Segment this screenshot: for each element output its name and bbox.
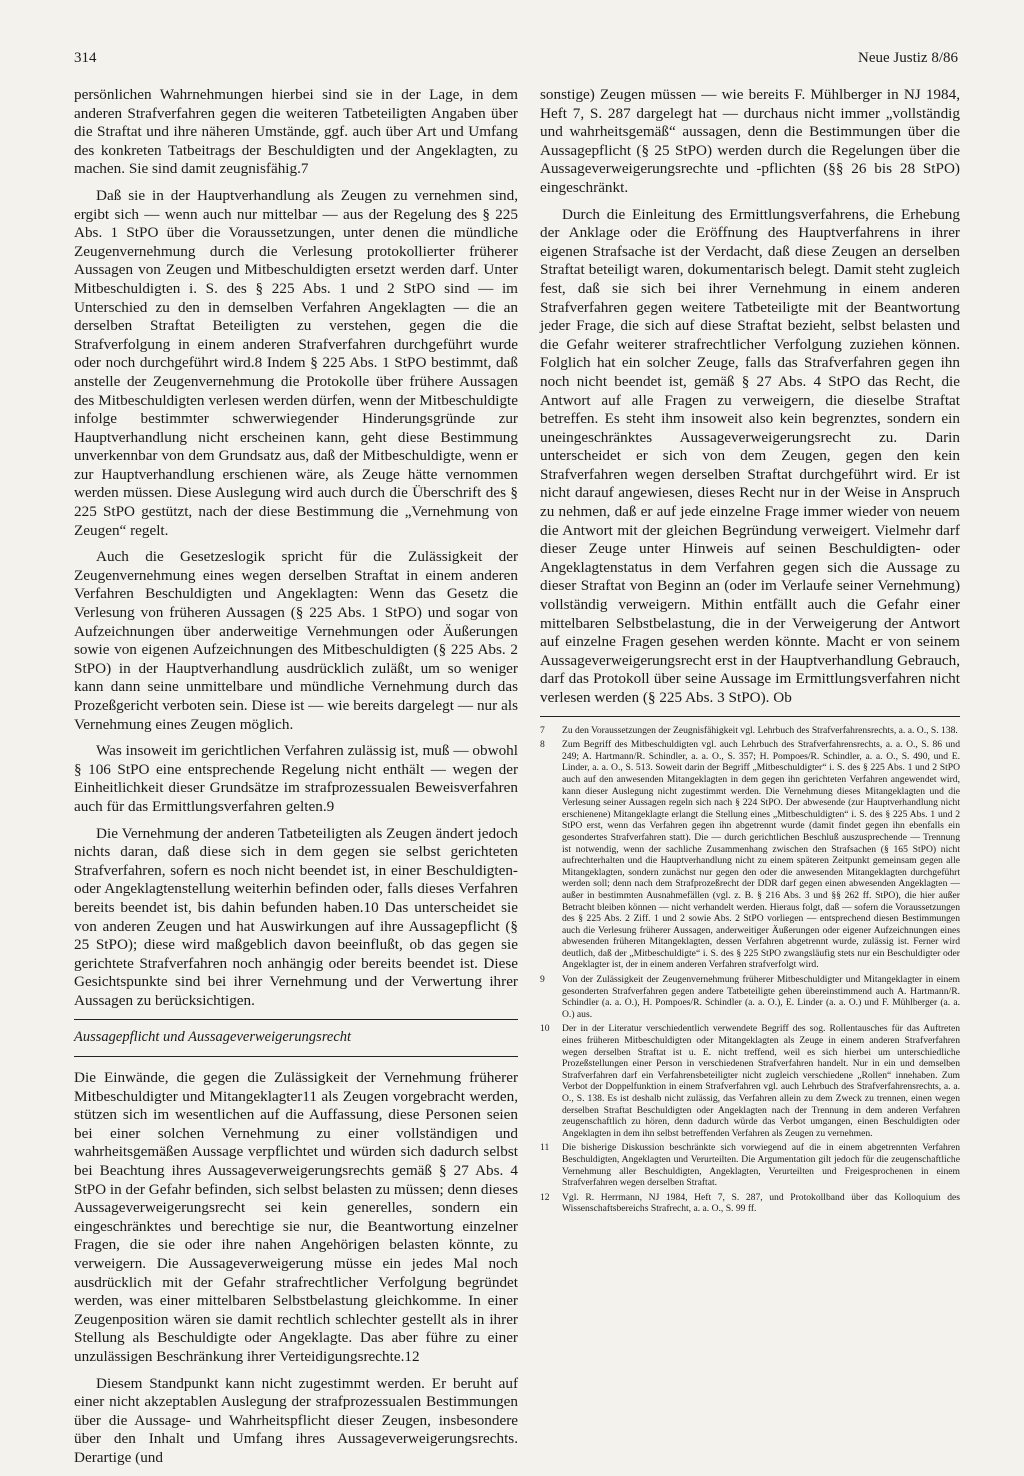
left-column (74, 86, 518, 1476)
body-paragraph: Die Einwände, die gegen die Zulässigkeit der Vernehmung früherer Mitbeschuldigter und Mitangeklagter11 als Zeugen vorgebracht werden, stützen sich im wesentlichen auf die Auffassung, diese Personen seien bei einer solchen Vernehmung zu einer vollständigen und wahrheitsgemäßen Aussage verpflichtet und würden sich dadurch selbst bei Beachtung ihres Aussageverweigerungsrechts gemäß § 27 Abs. 4 StPO in der Gefahr befinden, sich selbst belasten zu müssen; denn dieses Aussageverweigerungsrecht sei kein generelles, sondern ein eingeschränktes und berechtige sie nur, die Beantwortung einzelner Fragen, die sie oder ihre nahen Angehörigen belasten könnte, zu verweigern. Die Aussageverweigerung müsse ein jedes Mal noch ausdrücklich mit der Gefahr strafrechtlicher Verfolgung begründet werden, was einer mittelbaren Selbstbelastung gleichkomme. In einer Zeugenposition wären sie damit rechtlich schlechter gestellt als in ihrer Stellung als Beschuldigte oder Angeklagte. Das aber führe zu einer unzulässigen Beschränkung ihrer Verteidigungsrechte.12 (74, 1069, 518, 1365)
body-paragraph: sonstige) Zeugen müssen — wie bereits F. Mühlberger in NJ 1984, Heft 7, S. 287 dargelegt hat — durchaus nicht immer „vollständig und wahrheitsgemäß“ aussagen, denn die Bestimmungen über die Aussagepflicht (§ 25 StPO) werden durch die Regelungen über die Aussageverweigerungsrechte und -pflichten (§§ 26 bis 28 StPO) eingeschränkt. (540, 86, 960, 196)
section-divider (74, 1056, 518, 1057)
footnote (540, 725, 960, 737)
body-paragraph: Was insoweit im gerichtlichen Verfahren zulässig ist, muß — obwohl § 106 StPO eine entsprechende Regelung nicht enthält — wegen der Einheitlichkeit dieser Grundsätze im strafprozessualen Beweisverfahren auch für das Ermittlungsverfahren gelten.9 (74, 742, 518, 815)
journal-title: Neue Justiz 8/86 (858, 50, 958, 66)
page-header (74, 50, 958, 70)
body-paragraph: Auch die Gesetzeslogik spricht für die Zulässigkeit der Zeugenvernehmung eines wegen derselben Straftat in einem anderen Verfahren Beschuldigten und Angeklagten: Wenn das Gesetz die Verlesung von früheren Aussagen (§ 225 Abs. 1 StPO) und sogar von Aufzeichnungen über anderweitige Vernehmungen oder Äußerungen sowie von eigenen Aufzeichnungen des Mitbeschuldigten (§ 225 Abs. 2 StPO) in der Hauptverhandlung ausdrücklich zuläßt, um so weniger kann dann seine unmittelbare und mündliche Vernehmung durch das Prozeßgericht verboten sein. Diese ist — wie bereits dargelegt — nur als Vernehmung eines Zeugen möglich. (74, 548, 518, 733)
footnote (540, 974, 960, 1020)
section-divider (74, 1019, 518, 1020)
footnote-number: 9 (540, 974, 545, 986)
right-column (540, 86, 960, 1218)
footnote-divider (540, 716, 960, 717)
footnote-text: Von der Zulässigkeit der Zeugenvernehmung früherer Mitbeschuldigter und Mitangeklagter in einem gesonderten Strafverfahren gegen andere Tatbeteiligte gehen übereinstimmend auch A. Hartmann/R. Schindler (a. a. O.), H. Pompoes/R. Schindler (a. a. O.), E. Linder (a. a. O.) und F. Mühlberger (a. a. O.) aus. (562, 974, 960, 1020)
footnote (540, 739, 960, 971)
body-paragraph: Die Vernehmung der anderen Tatbeteiligten als Zeugen ändert jedoch nichts daran, daß diese sich in dem gegen sie selbst gerichteten Strafverfahren, sofern es noch nicht beendet ist, in einer Beschuldigten- oder Angeklagtenstellung weiterhin befinden oder, falls dieses Verfahren bereits beendet ist, bis dahin befunden haben.10 Das unterscheidet sie von anderen Zeugen und hat Auswirkungen auf ihre Aussagepflicht (§ 25 StPO); diese wird maßgeblich davon beeinflußt, ob das gegen sie gerichtete Strafverfahren noch anhängig oder bereits beendet ist. Diese Gesichtspunkte sind bei ihrer Vernehmung und der Verwertung ihrer Aussagen zu berücksichtigen. (74, 824, 518, 1009)
body-paragraph: Diesem Standpunkt kann nicht zugestimmt werden. Er beruht auf einer nicht akzeptablen Auslegung der strafprozessualen Bestimmungen über die Aussage- und Wahrheitspflicht dieser Zeugen, insbesondere über den Inhalt und Umfang ihres Aussageverweigerungsrechts. Derartige (und (74, 1374, 518, 1466)
section-heading: Aussagepflicht und Aussageverweigerungsrecht (74, 1028, 352, 1045)
footnote-number: 11 (540, 1142, 550, 1154)
page-number: 314 (74, 50, 97, 66)
footnote-number: 8 (540, 739, 545, 751)
footnote (540, 1192, 960, 1215)
footnote-number: 7 (540, 724, 545, 736)
body-paragraph: Daß sie in der Hauptverhandlung als Zeugen zu vernehmen sind, ergibt sich — wenn auch nur mittelbar — aus der Regelung des § 225 Abs. 1 StPO über die Voraussetzungen, unter denen die mündliche Zeugenvernehmung durch die Verlesung protokollierter früherer Aussagen von Zeugen und Mitbeschuldigten ersetzt werden darf. Unter Mitbeschuldigten i. S. des § 225 Abs. 1 und 2 StPO sind — im Unterschied zu den in demselben Verfahren Angeklagten — die an derselben Straftat Beteiligten zu verstehen, gegen die die Strafverfolgung in einem anderen Strafverfahren durchgeführt wurde oder noch durchgeführt wird.8 Indem § 225 Abs. 1 StPO bestimmt, daß anstelle der Zeugenvernehmung die Protokolle über frühere Aussagen des Mitbeschuldigten verlesen werden dürfen, wenn der Mitbeschuldigte infolge bestimmter schwerwiegender Hinderungsgründe zur Hauptverhandlung nicht erscheinen kann, geht diese Bestimmung unverkennbar von dem Grundsatz aus, daß der Mitbeschuldigte, wenn er zur Hauptverhandlung erschienen wäre, als Zeuge hätte vernommen werden müssen. Diese Auslegung wird auch durch die Überschrift des § 225 StPO gestützt, nach der diese Bestimmung die „Vernehmung von Zeugen“ regelt. (74, 186, 518, 539)
footnotes (540, 725, 960, 1215)
footnote (540, 1023, 960, 1139)
body-paragraph: Durch die Einleitung des Ermittlungsverfahrens, die Erhebung der Anklage oder die Eröffnung des Hauptverfahrens in ihrer eigenen Strafsache ist der Verdacht, daß diese Zeugen an derselben Straftat beteiligt waren, dokumentarisch belegt. Damit steht zugleich fest, daß sie sich bei ihrer Vernehmung in einem anderen Strafverfahren gegen weitere Tatbeteiligte mit der Beantwortung jeder Frage, die sich auf diese Straftat bezieht, selbst belasten und die Gefahr weiterer strafrechtlicher Verfolgung zuziehen können. Folglich hat ein solcher Zeuge, falls das Strafverfahren gegen ihn noch nicht beendet ist, gemäß § 27 Abs. 4 StPO das Recht, die Antwort auf alle Fragen zu verweigern, die dieselbe Straftat betreffen. Es steht ihm insoweit also kein begrenztes, sondern ein uneingeschränktes Aussageverweigerungsrecht zu. Darin unterscheidet er sich von dem Zeugen, gegen den kein Strafverfahren wegen derselben Straftat durchgeführt wird. Er ist nicht darauf angewiesen, dieses Recht nur in der Weise in Anspruch zu nehmen, daß er auf jede einzelne Frage immer wieder von neuem die Antwort mit der gleichen Begründung verweigert. Vielmehr darf dieser Zeuge unter Hinweis auf seinen Beschuldigten- oder Angeklagtenstatus in dem Verfahren gegen sich die Aussage zu dieser Straftat von Beginn an (oder im Verlaufe seiner Vernehmung) vollständig verweigern. Mithin entfällt auch die Gefahr einer mittelbaren Selbstbelastung, die in der Verweigerung der Antwort auf einzelne Fragen gesehen werden könnte. Macht er von seinem Aussageverweigerungsrecht erst in der Hauptverhandlung Gebrauch, darf das Protokoll über seine Aussage im Ermittlungsverfahren nicht verlesen werden (§ 225 Abs. 3 StPO). Ob (540, 205, 960, 706)
footnote-number: 10 (540, 1023, 550, 1035)
footnote-text: Zum Begriff des Mitbeschuldigten vgl. auch Lehrbuch des Strafverfahrensrechts, a. a. O., S. 86 und 249; A. Hartmann/R. Schindler, a. a. O., S. 357; H. Pompoes/R. Schindler, a. a. O., S. 490, und E. Linder, a. a. O., S. 513. Soweit darin der Begriff „Mitbeschuldigter“ i. S. des § 225 Abs. 1 und 2 StPO auch auf den anwesenden Mitangeklagten in dem gegen ihn gerichteten Verfahren angewendet wird, kann dieser Auslegung nicht zugestimmt werden. Die Vernehmung dieses Mitangeklagten und die Verlesung seiner Aussagen regeln sich nach § 224 StPO. Der abwesende (zur Hauptverhandlung nicht erschienene) Mitangeklagte erlangt die Stellung eines „Mitbeschuldigten“ i. S. des § 225 Abs. 1 und 2 StPO erst, wenn das Verfahren gegen ihn abgetrennt wurde (damit findet gegen ihn ebenfalls ein gesondertes Strafverfahren statt). Die — durch gerichtlichen Beschluß auszusprechende — Trennung ist notwendig, wenn der sachliche Zusammenhang zwischen den Strafsachen (§ 165 StPO) nicht aufrechterhalten und die Hauptverhandlung nicht zu einem späteren Zeitpunkt gemeinsam gegen alle Mitangeklagten, sondern zunächst nur gegen den oder die anwesenden Mitangeklagten durchgeführt werden soll; denn nach dem Strafprozeßrecht der DDR darf gegen einen abwesenden Angeklagten — außer in bestimmten Ausnahmefällen (vgl. z. B. § 216 Abs. 3 und §§ 262 ff. StPO), die hier außer Betracht bleiben können — nicht verhandelt werden. Hieraus folgt, daß — sofern die Voraussetzungen des § 225 Abs. 2 Ziff. 1 und 2 sowie Abs. 2 StPO vorliegen — entsprechend diesen Bestimmungen auch die Verlesung früherer Aussagen, anderweitiger Äußerungen oder eigener Aufzeichnungen eines abwesenden früheren Mitangeklagten, dessen Verfahren abgetrennt wurde, zulässig ist. Ferner wird deutlich, daß der „Mitbeschuldigte“ i. S. des § 225 StPO zwangsläufig stets nur ein Beschuldigter oder Angeklagter ist, der in einem anderen Verfahren strafverfolgt wird. (562, 739, 960, 971)
footnote-text: Zu den Voraussetzungen der Zeugnisfähigkeit vgl. Lehrbuch des Strafverfahrensrechts, a. a. O., S. 138. (562, 724, 958, 736)
body-paragraph: persönlichen Wahrnehmungen hierbei sind sie in der Lage, in dem anderen Strafverfahren gegen die weiteren Tatbeteiligten Angaben über die Straftat und ihre näheren Umstände, ggf. auch über Art und Umfang des konkreten Tatbeitrags der Beschuldigten und der Angeklagten, zu machen. Sie sind damit zeugnisfähig.7 (74, 86, 518, 178)
footnote-text: Der in der Literatur verschiedentlich verwendete Begriff des sog. Rollentausches für das Auftreten eines früheren Mitbeschuldigten oder Mitangeklagten als Zeuge in einem anderen Strafverfahren wegen derselben Straftat ist u. E. nicht treffend, weil es sich hierbei um unterschiedliche Prozeßstellungen einer Person in verschiedenen Strafverfahren handelt. Nur in ein und demselben Strafverfahren darf ein Verfahrensbeteiligter nicht zugleich verschiedene „Rollen“ innehaben. Zum Verbot der Doppelfunktion in einem Strafverfahren vgl. auch Lehrbuch des Strafverfahrensrechts, a. a. O., S. 138. Es ist deshalb nicht zulässig, das Verfahren allein zu dem Zweck zu trennen, einen wegen derselben Straftat Beschuldigten oder Angeklagten nach der Trennung in dem anderen Verfahren zeugenschaftlich zu hören, denn dadurch würde das Verbot umgangen, einen Beschuldigten oder Angeklagten in dem ihn selbst betreffenden Verfahren als Zeugen zu vernehmen. (562, 1023, 960, 1139)
footnote-number: 12 (540, 1191, 550, 1203)
footnote (540, 1142, 960, 1188)
footnote-text: Die bisherige Diskussion beschränkte sich vorwiegend auf die in einem abgetrennten Verfahren Beschuldigten, Angeklagten und Verurteilten. Die Argumentation gilt jedoch für die zeugenschaftliche Vernehmung aller Beschuldigten, Angeklagten, Verurteilten und Freigesprochenen in einem Strafverfahren wegen derselben Straftat. (562, 1142, 960, 1189)
footnote-text: Vgl. R. Herrmann, NJ 1984, Heft 7, S. 287, und Protokollband über das Kolloquium des Wissenschaftsbereichs Strafrecht, a. a. O., S. 99 ff. (562, 1191, 960, 1215)
